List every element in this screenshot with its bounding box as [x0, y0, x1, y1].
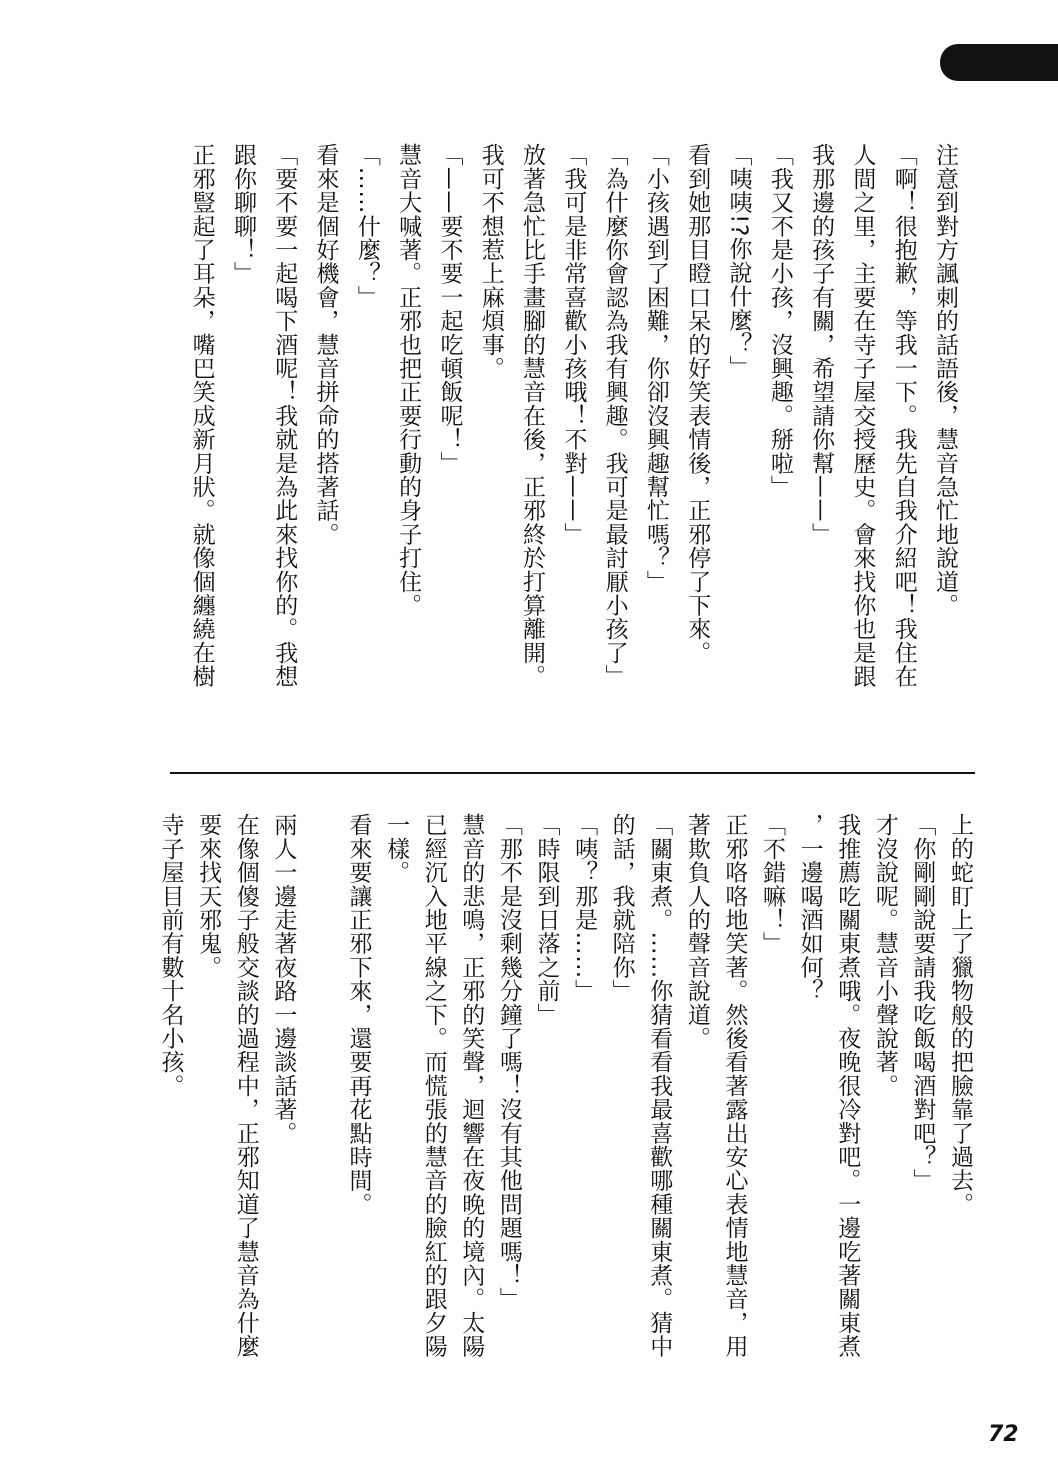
text-line: 跟你聊聊！」	[229, 143, 256, 286]
text-line: 「你剛剛說要請我吃飯喝酒對吧？」	[909, 813, 936, 1193]
page-number: 72	[988, 1422, 1019, 1447]
text-line: 著欺負人的聲音說道。	[683, 813, 710, 1050]
text-block-bottom	[151, 813, 978, 1413]
text-line: 兩人一邊走著夜路一邊談話著。	[270, 813, 297, 1145]
text-line: 「我可是非常喜歡小孩哦！不對——」	[560, 143, 587, 546]
text-line: 的話，我就陪你」	[608, 813, 635, 1003]
text-line: 上的蛇盯上了獵物般的把臉靠了過去。	[947, 813, 973, 1216]
text-line: 我可不想惹上麻煩事。	[477, 143, 504, 380]
text-line: 「關東煮。……你猜看看我最喜歡哪種關東煮。猜中	[646, 813, 673, 1359]
text-line	[301, 813, 339, 1413]
text-line: 寺子屋目前有數十名小孩。	[157, 813, 184, 1098]
text-line: 正邪豎起了耳朵，嘴巴笑成新月狀。就像個纏繞在樹	[188, 143, 215, 689]
text-line: 「為什麼你會認為我有興趣。我可是最討厭小孩了」	[601, 143, 628, 689]
text-line: 慧音的悲鳴，正邪的笑聲，迴響在夜晚的境內。太陽	[458, 813, 485, 1359]
text-line: 「啊！很抱歉，等我一下。我先自我介紹吧！我住在	[890, 143, 917, 689]
text-line: 要來找天邪鬼。	[195, 813, 222, 979]
text-line: 人間之里，主要在寺子屋交授歷史。會來找你也是跟	[849, 143, 876, 689]
text-line: 我推薦吃關東煮哦。夜晚很冷對吧。一邊吃著關東煮	[834, 813, 861, 1359]
text-line: 一樣。	[383, 813, 410, 885]
text-line: 看到她那目瞪口呆的好笑表情後，正邪停了下來。	[684, 143, 711, 665]
section-divider	[170, 772, 975, 774]
text-line: 「時限到日落之前」	[533, 813, 560, 1027]
text-line: 我那邊的孩子有關，希望請你幫——」	[808, 143, 835, 546]
text-line: 「我又不是小孩，沒興趣。掰啦」	[766, 143, 793, 499]
text-line: 已經沉入地平線之下。而慌張的慧音的臉紅的跟夕陽	[420, 813, 447, 1359]
text-line: 正邪咯咯地笑著。然後看著露出安心表情地慧音，用	[721, 813, 748, 1359]
text-line: 「不錯嘛！」	[759, 813, 786, 956]
text-line: 「要不要一起喝下酒呢！我就是為此來找你的。我想	[271, 143, 298, 689]
text-line: 「……什麼？」	[353, 143, 380, 309]
text-line: 「那不是沒剩幾分鐘了嗎！沒有其他問題嗎！」	[495, 813, 522, 1311]
text-line: 看來要讓正邪下來，還要再花點時間。	[345, 813, 372, 1216]
text-line: 「咦咦!?你說什麼？」	[725, 143, 752, 380]
text-line: 「——要不要一起吃頓飯呢！」	[436, 143, 463, 475]
text-line: 放著急忙比手畫腳的慧音在後，正邪終於打算離開。	[519, 143, 546, 689]
chapter-tab-marker	[940, 44, 1058, 81]
text-line: 看來是個好機會，慧音拼命的搭著話。	[312, 143, 339, 546]
text-line: 慧音大喊著。正邪也把正要行動的身子打住。	[395, 143, 422, 617]
text-line: 「小孩遇到了困難，你卻沒興趣幫忙嗎？」	[642, 143, 669, 594]
text-line: 「咦？那是……」	[571, 813, 598, 1003]
text-line: 才沒說呢。慧音小聲說著。	[871, 813, 898, 1098]
text-line: 注意到對方諷刺的話語後，慧音急忙地說道。	[932, 143, 958, 617]
text-line: ，一邊喝酒如何？	[796, 813, 823, 1003]
text-line: 在像個傻子般交談的過程中，正邪知道了慧音為什麼	[232, 813, 259, 1359]
text-block-top	[180, 143, 965, 758]
